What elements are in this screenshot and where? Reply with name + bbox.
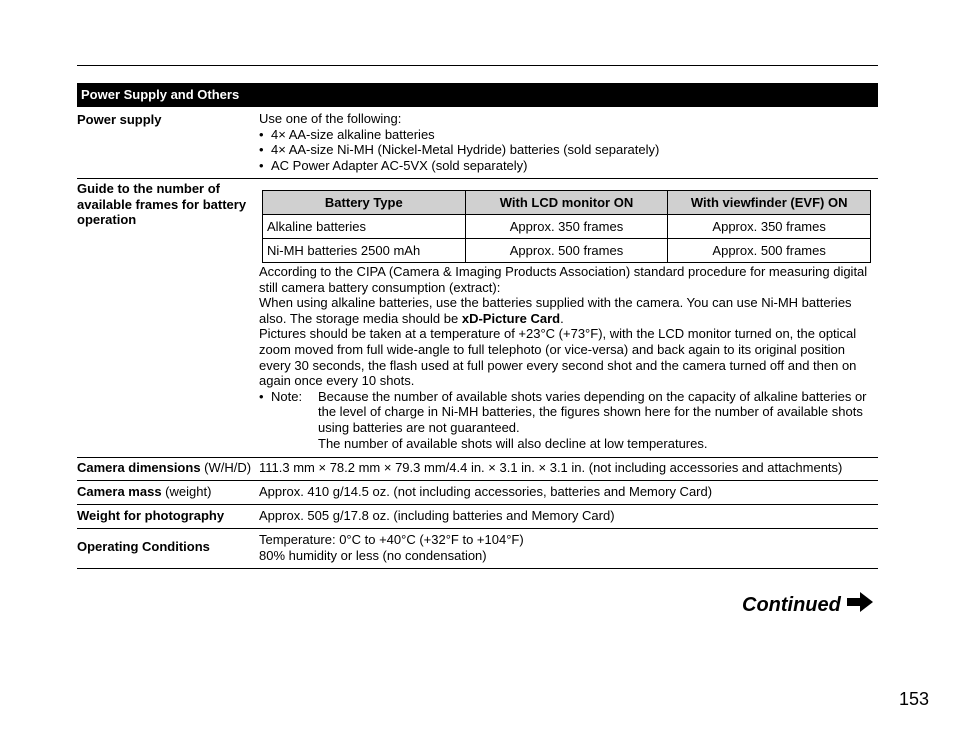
- power-supply-label: Power supply: [77, 112, 162, 127]
- table-row: [263, 239, 871, 263]
- cipa-paragraph: According to the CIPA (Camera & Imaging Products Association) standard procedure for measuring digital still camera battery consumption (extract):: [259, 264, 868, 295]
- table-header: With viewfinder (EVF) ON: [668, 191, 871, 215]
- table-cell: Approx. 500 frames: [465, 239, 668, 263]
- section-title: Power Supply and Others: [77, 83, 878, 107]
- continued-label: Continued: [742, 594, 841, 616]
- dimensions-row: Camera dimensions (W/H/D) 111.3 mm × 78.2 mm × 79.3 mm/4.4 in. × 3.1 in. × 3.1 in. (not including accessories and attachments): [77, 458, 878, 481]
- note-item: [259, 389, 878, 451]
- power-supply-content: [259, 111, 878, 173]
- dimensions-label: Camera dimensions: [77, 460, 201, 475]
- media-name: xD-Picture Card: [461, 310, 561, 326]
- table-cell: Approx. 350 frames: [668, 215, 871, 239]
- table-row: [263, 215, 871, 239]
- power-supply-intro: Use one of the following:: [259, 111, 402, 126]
- guide-label: Guide to the number of available frames for battery operation: [77, 181, 247, 228]
- conditions-paragraph: Pictures should be taken at a temperature of +23°C (+73°F), with the LCD monitor turned on, the optical zoom moved from full wide-angle to full telephoto (or vice-versa) and back again to its original position every 30 seconds, the flash used at full power every second shot and the camera turned off and then on again once every 10 shots.: [259, 326, 857, 389]
- mass-label: Camera mass: [77, 484, 162, 499]
- weight-label: Weight for photography: [77, 508, 225, 523]
- top-rule: [77, 65, 878, 66]
- mass-row: Camera mass (weight) Approx. 410 g/14.5 oz. (not including accessories, batteries and Memory Card): [77, 481, 878, 505]
- table-header: Battery Type: [263, 191, 466, 215]
- weight-value: Approx. 505 g/17.8 oz. (including batteries and Memory Card): [259, 508, 615, 523]
- operating-value: Temperature: 0°C to +40°C (+32°F to +104°F) 80% humidity or less (no condensation): [259, 532, 524, 563]
- table-cell: Approx. 500 frames: [668, 239, 871, 263]
- list-item: • 4× AA-size Ni-MH (Nickel-Metal Hydride) batteries (sold separately): [259, 142, 878, 158]
- battery-table: [262, 190, 871, 263]
- guide-row: [77, 179, 878, 458]
- power-supply-row: [77, 107, 878, 179]
- table-cell: Alkaline batteries: [263, 215, 466, 239]
- list-item: • 4× AA-size alkaline batteries: [259, 127, 878, 143]
- mass-value: Approx. 410 g/14.5 oz. (not including accessories, batteries and Memory Card): [259, 484, 713, 499]
- power-supply-list: [259, 127, 878, 174]
- operating-label: Operating Conditions: [77, 539, 210, 554]
- table-cell: Ni-MH batteries 2500 mAh: [263, 239, 466, 263]
- page-number: 153: [899, 689, 930, 709]
- guide-text: [259, 264, 878, 451]
- table-header-row: [263, 191, 871, 215]
- list-item: • AC Power Adapter AC-5VX (sold separately): [259, 158, 878, 174]
- note-text: Because the number of available shots varies depending on the capacity of alkaline batteries or the level of charge in Ni-MH batteries, the figures shown here for the number of available shots using batteries are not guaranteed.: [318, 388, 867, 435]
- operating-row: [77, 529, 878, 569]
- arrow-right-icon: [847, 592, 873, 618]
- continued-link[interactable]: [742, 592, 873, 618]
- note-text: The number of available shots will also decline at low temperatures.: [318, 435, 708, 451]
- dimensions-value: 111.3 mm × 78.2 mm × 79.3 mm/4.4 in. × 3.1 in. × 3.1 in. (not including accessories and attachments): [259, 460, 843, 475]
- alkaline-paragraph: When using alkaline batteries, use the batteries supplied with the camera. You can use Ni-MH batteries also. The storage media should be xD-Picture Card.: [259, 295, 852, 326]
- note-label: • Note:: [271, 388, 303, 404]
- table-header: With LCD monitor ON: [465, 191, 668, 215]
- weight-row: [77, 505, 878, 529]
- table-cell: Approx. 350 frames: [465, 215, 668, 239]
